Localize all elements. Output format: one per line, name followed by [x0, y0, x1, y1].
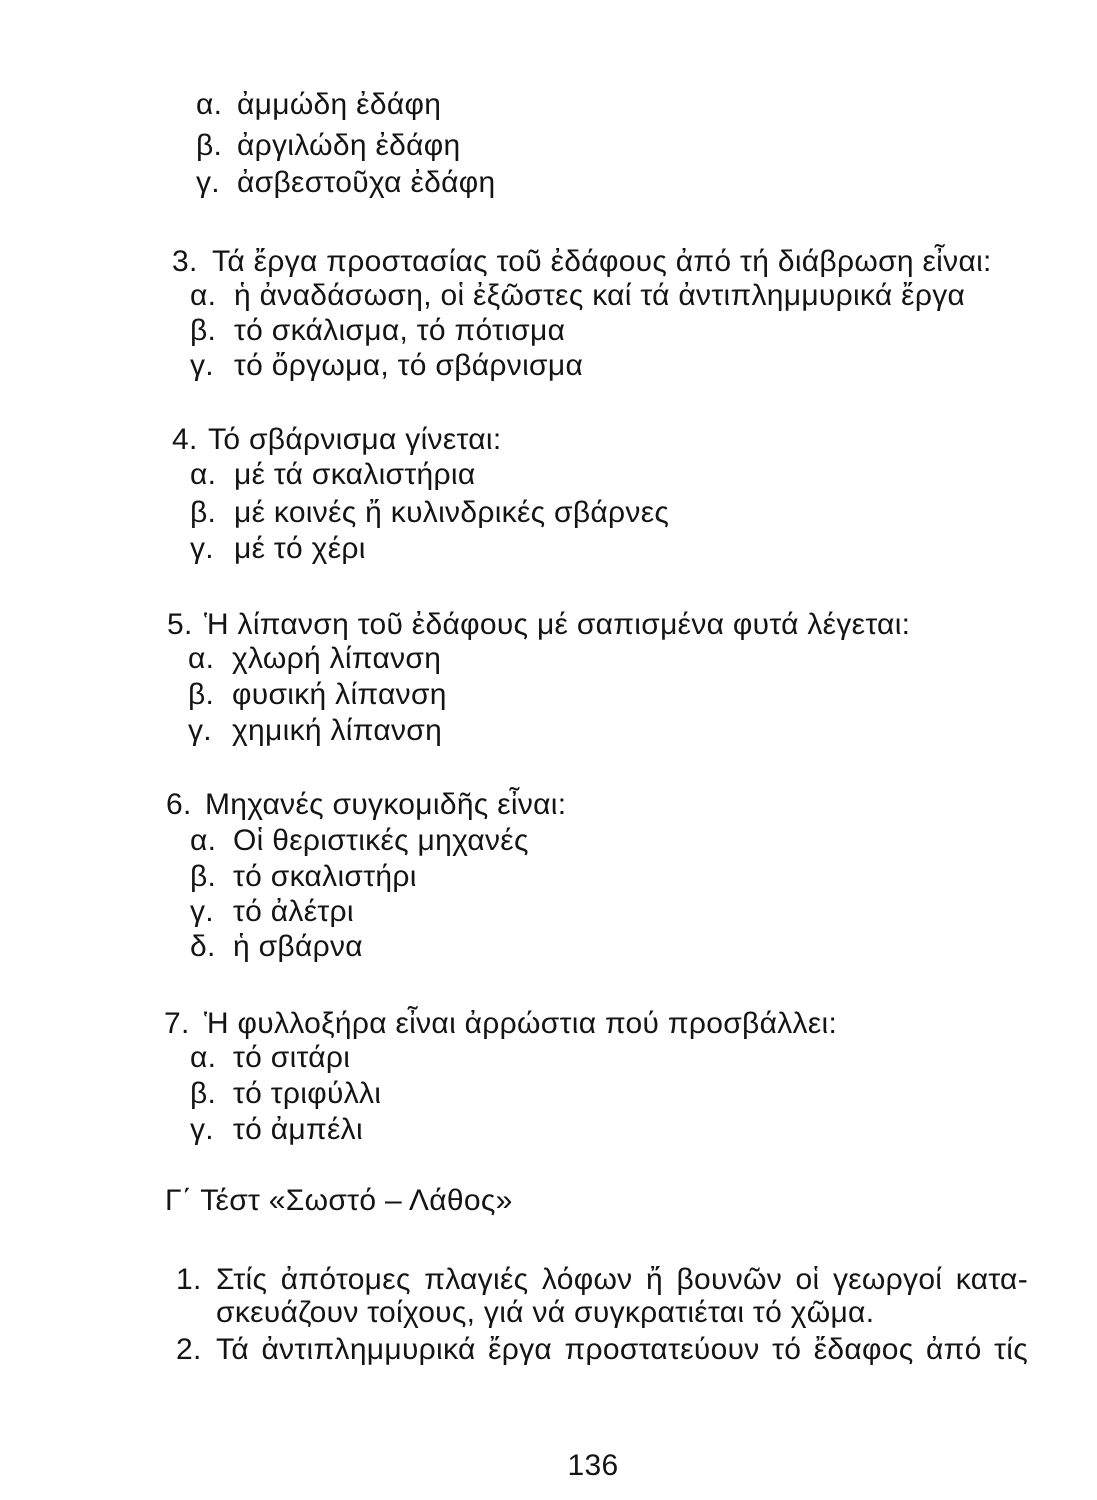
option-label: α.	[190, 824, 217, 857]
option-label: β.	[196, 129, 223, 162]
question-row	[0, 245, 1097, 279]
option-label: γ.	[190, 1113, 214, 1146]
option-row	[0, 166, 1097, 200]
option-row	[0, 642, 1097, 676]
option-row	[0, 824, 1097, 858]
question-number: 6.	[166, 788, 192, 821]
option-row	[0, 895, 1097, 929]
option-text: τό σιτάρι	[233, 1041, 351, 1074]
option-row	[0, 1077, 1097, 1111]
option-text: ἀργιλώδη ἐδάφη	[237, 129, 461, 162]
question-text: Ἡ φυλλοξήρα εἶναι ἀρρώστια πού προσβάλλει:	[204, 1007, 838, 1040]
option-label: β.	[190, 496, 217, 529]
option-text: ἡ σβάρνα	[233, 930, 363, 963]
statement-number: 1.	[176, 1263, 202, 1296]
section-title: Γ΄ Τέστ «Σωστό – Λάθος»	[165, 1184, 513, 1217]
page-number: 136	[567, 1449, 619, 1482]
option-row	[0, 349, 1097, 383]
option-row	[0, 279, 1097, 313]
option-text: τό τριφύλλι	[233, 1077, 382, 1110]
option-text: χημική λίπανση	[232, 714, 443, 747]
option-label: γ.	[190, 349, 214, 382]
option-text: τό σκάλισμα, τό πότισμα	[234, 314, 566, 347]
option-label: α.	[188, 642, 215, 675]
question-row	[0, 423, 1097, 457]
question-row	[0, 788, 1097, 822]
option-row	[0, 1041, 1097, 1075]
option-label: γ.	[188, 714, 212, 747]
option-text: τό ἀλέτρι	[233, 895, 354, 928]
option-label: α.	[190, 458, 217, 491]
option-row	[0, 678, 1097, 712]
question-row	[0, 1007, 1097, 1041]
statement-row	[0, 1263, 1097, 1297]
option-text: ἡ ἀναδάσωση, οἱ ἐξῶστες καί τά ἀντιπλημμυρικά ἔργα	[234, 279, 966, 312]
option-text: Οἱ θεριστικές μηχανές	[233, 824, 529, 857]
option-label: γ.	[190, 895, 214, 928]
option-label: α.	[190, 279, 217, 312]
statement-continuation	[0, 1296, 1097, 1330]
question-text: Τό σβάρνισμα γίνεται:	[208, 423, 502, 456]
question-text: Ἡ λίπανση τοῦ ἐδάφους μέ σαπισμένα φυτά λέγεται:	[204, 608, 911, 641]
question-text: Τά ἔργα προστασίας τοῦ ἐδάφους ἀπό τή διάβρωση εἶναι:	[212, 245, 992, 278]
statement-text: Τά ἀντιπλημμυρικά ἔργα προστατεύουν τό ἔδαφος ἀπό τίς	[216, 1333, 1028, 1366]
question-number: 3.	[172, 245, 198, 278]
option-text: μέ τό χέρι	[234, 532, 366, 565]
option-row	[0, 129, 1097, 163]
option-row	[0, 314, 1097, 348]
option-text: τό ὄργωμα, τό σβάρνισμα	[234, 349, 584, 382]
option-label: α.	[196, 88, 223, 121]
option-text: χλωρή λίπανση	[232, 642, 442, 675]
option-row	[0, 458, 1097, 492]
option-row	[0, 88, 1097, 122]
statement-number: 2.	[176, 1333, 202, 1366]
option-row	[0, 860, 1097, 894]
option-row	[0, 532, 1097, 566]
option-label: β.	[190, 1077, 217, 1110]
option-row	[0, 496, 1097, 530]
option-text: μέ τά σκαλιστήρια	[234, 458, 476, 491]
option-text: ἀσβεστοῦχα ἐδάφη	[237, 166, 496, 199]
option-label: α.	[190, 1041, 217, 1074]
option-text: ἀμμώδη ἐδάφη	[237, 88, 442, 121]
statement-text: σκευάζουν τοίχους, γιά νά συγκρατιέται τό χῶμα.	[216, 1296, 875, 1329]
option-row	[0, 714, 1097, 748]
option-label: δ.	[190, 930, 216, 963]
option-row	[0, 1113, 1097, 1147]
section-heading	[0, 1184, 1097, 1218]
option-text: τό σκαλιστήρι	[233, 860, 417, 893]
option-label: γ.	[190, 532, 214, 565]
option-text: μέ κοινές ἤ κυλινδρικές σβάρνες	[234, 496, 670, 529]
option-label: β.	[190, 314, 217, 347]
option-text: φυσική λίπανση	[232, 678, 447, 711]
question-number: 5.	[167, 608, 193, 641]
question-number: 7.	[164, 1007, 190, 1040]
statement-row	[0, 1333, 1097, 1367]
question-row	[0, 608, 1097, 642]
option-label: β.	[190, 860, 217, 893]
statement-text: Στίς ἀπότομες πλαγιές λόφων ἤ βουνῶν οἱ γεωργοί κατα-	[216, 1263, 1028, 1296]
option-label: γ.	[196, 166, 220, 199]
question-number: 4.	[172, 423, 198, 456]
option-row	[0, 930, 1097, 964]
option-text: τό ἀμπέλι	[233, 1113, 363, 1146]
question-text: Μηχανές συγκομιδῆς εἶναι:	[205, 788, 567, 821]
option-label: β.	[188, 678, 215, 711]
